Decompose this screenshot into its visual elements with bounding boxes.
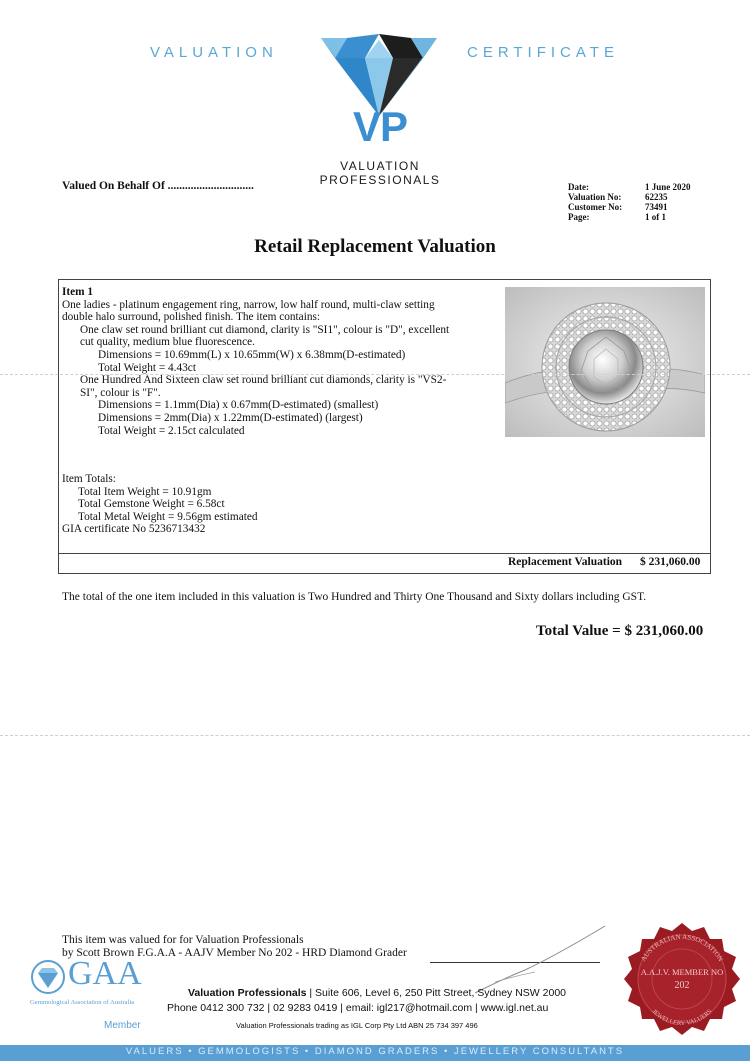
meta-label: Page: [568,212,590,222]
meta-row-date [568,182,691,192]
item-line: Dimensions = 10.69mm(L) x 10.65mm(W) x 6.38mm(D-estimated) [98,348,406,361]
contact-company: Valuation Professionals [188,987,307,999]
total-line: Total Metal Weight = 9.56gm estimated [78,510,258,523]
item-line: Total Weight = 2.15ct calculated [98,424,245,437]
item-line: One ladies - platinum engagement ring, narrow, low half round, multi-claw setting [62,298,435,311]
replacement-value: $ 231,060.00 [640,556,701,568]
vp-logo-line2: PROFESSIONALS [319,173,441,187]
vp-logo-text: VP [352,103,408,150]
seal-arc-top-path: AUSTRALIAN ASSOCIATION [639,932,725,963]
meta-value: 1 of 1 [645,212,666,222]
page-title: Retail Replacement Valuation [254,236,496,257]
total-line: Total Gemstone Weight = 6.58ct [78,498,225,511]
gia-certificate: GIA certificate No 5236713432 [62,523,206,536]
item-line: Total Weight = 4.43ct [98,361,196,374]
vp-logo-line1: VALUATION [340,159,420,173]
signoff-line2: by Scott Brown F.G.A.A - AAJV Member No 202 - HRD Diamond Grader [62,947,407,959]
gaa-full-name: Gemmological Association of Australia [30,999,135,1006]
gaa-logo-icon [30,959,66,995]
scan-line [0,374,750,375]
meta-row-customer-no [568,202,691,212]
ring-photo [505,287,705,437]
meta-block [568,182,691,222]
item-totals [62,473,258,536]
item-line: One claw set round brilliant cut diamond, clarity is "SI1", colour is "D", excellent [80,323,450,336]
footer-bar: VALUERS • GEMMOLOGISTS • DIAMOND GRADERS • JEWELLERY CONSULTANTS [0,1045,750,1061]
valued-on-behalf: Valued On Behalf Of .............................. [62,180,254,192]
meta-label: Valuation No: [568,192,622,202]
scan-line [0,735,750,736]
gaa-member: Member [104,1020,141,1031]
meta-value: 1 June 2020 [645,182,691,192]
item-line: One Hundred And Sixteen claw set round brilliant cut diamonds, clarity is "VS2- [80,374,447,387]
seal-number: 202 [674,980,690,991]
seal-member-no-label: A.A.J.V. MEMBER NO [640,967,724,977]
signoff-line1: This item was valued for for Valuation Professionals [62,934,304,946]
gaa-letters: GAA [68,955,142,992]
meta-label: Customer No: [568,202,623,212]
meta-value: 62235 [645,192,668,202]
item-heading: Item 1 [62,286,94,298]
seal-arc-bottom-path: JEWELLERY VALUERS [650,1008,714,1028]
contact-trading: Valuation Professionals trading as IGL Corp Pty Ltd ABN 25 734 397 496 [236,1021,478,1030]
header-word-valuation: VALUATION [150,44,278,61]
contact-address-text: | Suite 606, Level 6, 250 Pitt Street, Sydney NSW 2000 [306,987,566,999]
totals-heading: Item Totals: [62,473,116,485]
meta-label: Date: [568,182,589,192]
item-line: Dimensions = 1.1mm(Dia) x 0.67mm(D-estimated) (smallest) [98,399,379,412]
replacement-label: Replacement Valuation [508,556,623,568]
total-value: Total Value = $ 231,060.00 [536,623,704,639]
item-line: double halo surround, polished finish. The item contains: [62,311,321,324]
contact-phones: Phone 0412 300 732 | 02 9283 0419 | email: igl217@hotmail.com | www.igl.net.au [167,1002,549,1014]
meta-row-valuation-no [568,192,691,202]
total-statement: The total of the one item included in this valuation is Two Hundred and Thirty One Thousand and Sixty dollars including GST. [62,591,647,603]
total-line: Total Item Weight = 10.91gm [78,485,212,498]
item-description [62,286,449,437]
item-line: SI", colour is "F". [80,386,161,399]
contact-address [188,987,566,999]
header-word-certificate: CERTIFICATE [467,44,619,61]
item-line: Dimensions = 2mm(Dia) x 1.22mm(D-estimated) (largest) [98,411,363,424]
item-line: cut quality, medium blue fluorescence. [80,336,255,349]
meta-value: 73491 [645,202,668,212]
meta-row-page [568,212,691,222]
aajv-seal [620,921,744,1039]
item-box-divider [58,553,710,554]
